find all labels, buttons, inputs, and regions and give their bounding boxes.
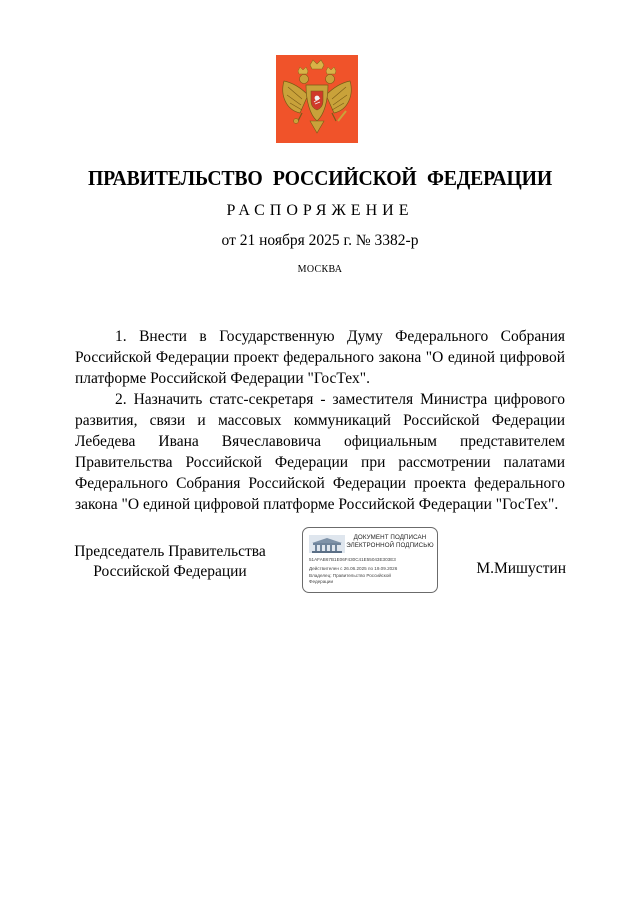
stamp-validity: Действителен с 26.06.2025 по 19.09.2026 xyxy=(309,566,398,571)
stamp-title xyxy=(343,534,437,550)
government-title: ПРАВИТЕЛЬСТВО РОССИЙСКОЙ ФЕДЕРАЦИИ xyxy=(88,166,552,190)
signatory-position-line: Российской Федерации xyxy=(93,563,247,580)
government-building-icon xyxy=(309,535,345,553)
document-body xyxy=(75,326,565,515)
stamp-serial: 51AFAB67B1E06F430C41E55043E303E3 xyxy=(309,557,396,562)
stamp-owner: Федерации xyxy=(309,579,334,584)
document-type: РАСПОРЯЖЕНИЕ xyxy=(226,202,414,219)
signatory-name: М.Мишустин xyxy=(476,560,566,577)
document-date-number: от 21 ноября 2025 г. № 3382-р xyxy=(221,232,419,249)
coat-of-arms-icon xyxy=(276,55,358,143)
paragraph: 1. Внести в Государственную Думу Федерального Собрания Российской Федерации проект федерального закона "О единой цифровой платформе Российской Федерации "ГосТех". xyxy=(75,328,565,387)
stamp-owner: Владелец: Правительство Российской xyxy=(309,573,391,578)
paragraph: 2. Назначить статс-секретаря - заместителя Министра цифрового развития, связи и массовых коммуникаций Российской Федерации Лебедева Ивана Вячеславовича официальным представителем Правительства Российской Федерации при рассмотрении палатами Федерального Собрания Российской Федерации проекта федерального закона "О единой цифровой платформе Российской Федерации "ГосТех". xyxy=(75,391,565,513)
document-city: МОСКВА xyxy=(297,264,343,275)
signatory-position xyxy=(70,542,270,582)
signatory-position-line: Председатель Правительства xyxy=(74,543,266,560)
electronic-signature-stamp xyxy=(302,527,438,593)
stamp-title-line: ЭЛЕКТРОННОЙ ПОДПИСЬЮ xyxy=(346,542,434,549)
stamp-title-line: ДОКУМЕНТ ПОДПИСАН xyxy=(353,534,427,541)
